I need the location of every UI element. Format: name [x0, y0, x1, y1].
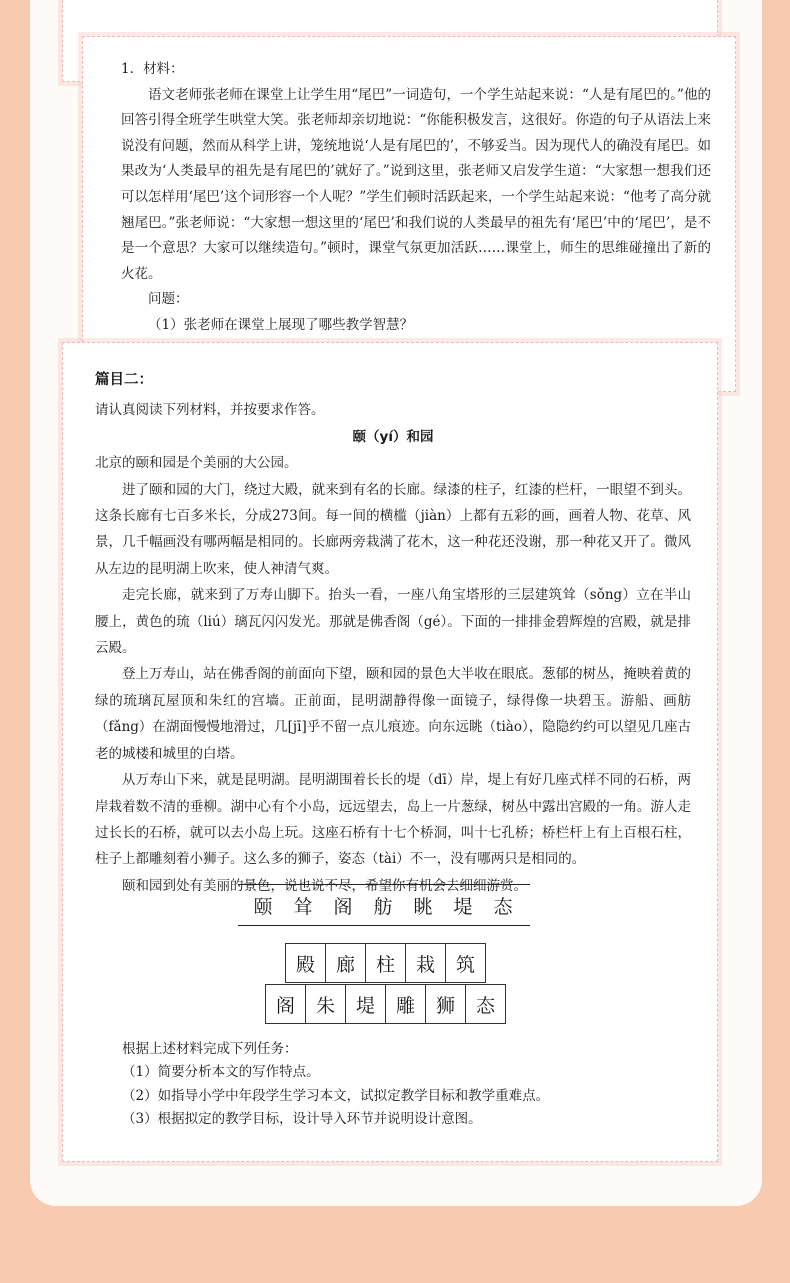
word-char: 堤	[453, 895, 475, 918]
character-grid-row-2	[266, 984, 506, 1024]
task-list	[122, 1038, 702, 1132]
grid-cell: 阁	[265, 984, 306, 1024]
passage-paragraph-2: 进了颐和园的大门，绕过大殿，就来到有名的长廊。绿漆的柱子，红漆的栏杆，一眼望不到头。这条长廊有七百多米长，分成273间。每一间的横槛（jiàn）上都有五彩的画，画着人物、花草、风景，几千幅画没有哪两幅是相同的。长廊两旁栽满了花木，这一种花还没谢，那一种花又开了。微风从左边的昆明湖上吹来，使人神清气爽。	[95, 481, 691, 577]
grid-cell: 栽	[405, 943, 446, 983]
material-1-content	[121, 57, 711, 339]
section-heading: 篇目二：	[95, 372, 153, 388]
task-item: （3）根据拟定的教学目标，设计导入环节并说明设计意图。	[122, 1111, 482, 1128]
question-1: （1）张老师在课堂上展现了哪些教学智慧？	[148, 316, 414, 333]
grid-cell: 朱	[305, 984, 346, 1024]
character-grid-row-1	[286, 943, 486, 983]
passage-paragraph-3: 走完长廊，就来到了万寿山脚下。抬头一看，一座八角宝塔形的三层建筑耸（sǒng）立在半山腰上，黄色的琉（liú）璃瓦闪闪发光。那就是佛香阁（gé）。下面的一排排金碧辉煌的宫殿，就是排云殿。	[95, 587, 691, 657]
passage-title: 颐（yí）和园	[352, 428, 434, 445]
material-card-1	[82, 36, 736, 392]
grid-cell: 筑	[445, 943, 486, 983]
grid-cell: 态	[465, 984, 506, 1024]
word-char: 颐	[253, 895, 275, 918]
section-2-content	[95, 367, 691, 899]
grid-cell: 殿	[285, 943, 326, 983]
grid-cell: 堤	[345, 984, 386, 1024]
material-paragraph: 语文老师张老师在课堂上让学生用“尾巴”一词造句，一个学生站起来说：“人是有尾巴的。”他的回答引得全班学生哄堂大笑。张老师却亲切地说：“你能积极发言，这很好。你造的句子从语法上来说没有问题，然而从科学上讲，笼统地说‘人是有尾巴的’，不够妥当。因为现代人的确没有尾巴。如果改为‘人类最早的祖先是有尾巴的’就好了。”说到这里，张老师又启发学生道：“大家想一想我们还可以怎样用‘尾巴’这个词形容一个人呢？”学生们顿时活跃起来，一个学生站起来说：“他考了高分就翘尾巴。”张老师说：“大家想一想这里的‘尾巴’和我们说的人类最早的祖先有‘尾巴’中的‘尾巴’，是不是一个意思？大家可以继续造句。”顿时，课堂气氛更加活跃……课堂上，师生的思维碰撞出了新的火花。	[121, 86, 711, 282]
passage-paragraph-1: 北京的颐和园是个美丽的大公园。	[95, 455, 298, 472]
grid-cell: 雕	[385, 984, 426, 1024]
instruction: 请认真阅读下列材料，并按要求作答。	[95, 402, 325, 419]
pinyin-word-line	[238, 884, 530, 926]
grid-cell: 柱	[365, 943, 406, 983]
task-item: （2）如指导小学中年段学生学习本文，试拟定教学目标和教学重难点。	[122, 1087, 550, 1104]
material-label: 1．材料：	[121, 61, 184, 77]
grid-cell: 狮	[425, 984, 466, 1024]
passage-paragraph-5: 从万寿山下来，就是昆明湖。昆明湖围着长长的堤（dī）岸，堤上有好几座式样不同的石桥，两岸栽着数不清的垂柳。湖中心有个小岛，远远望去，岛上一片葱绿，树丛中露出宫殿的一角。游人走过长长的石桥，就可以去小岛上玩。这座石桥有十七个桥洞，叫十七孔桥；桥栏杆上有上百根石柱，柱子上都雕刻着小狮子。这么多的狮子，姿态（tài）不一，没有哪两只是相同的。	[95, 772, 691, 868]
word-char: 态	[493, 895, 515, 918]
question-label: 问题：	[148, 291, 189, 308]
word-char: 眺	[413, 895, 435, 918]
passage-paragraph-4: 登上万寿山，站在佛香阁的前面向下望，颐和园的景色大半收在眼底。葱郁的树丛，掩映着黄的绿的琉璃瓦屋顶和朱红的宫墙。正前面，昆明湖静得像一面镜子，绿得像一块碧玉。游船、画舫（fǎng）在湖面慢慢地滑过，几[jī]乎不留一点儿痕迹。向东远眺（tiào），隐隐约约可以望见几座古老的城楼和城里的白塔。	[95, 666, 691, 762]
grid-cell: 廊	[325, 943, 366, 983]
passage-paragraph-6: 颐和园到处有美丽的景色，说也说不尽，希望你有机会去细细游赏。	[122, 877, 527, 894]
word-char: 舫	[373, 895, 395, 918]
tasks-intro: 根据上述材料完成下列任务：	[122, 1041, 298, 1057]
word-char: 耸	[293, 895, 315, 918]
word-char: 阁	[333, 895, 355, 918]
task-item: （1）简要分析本文的写作特点。	[122, 1064, 320, 1081]
